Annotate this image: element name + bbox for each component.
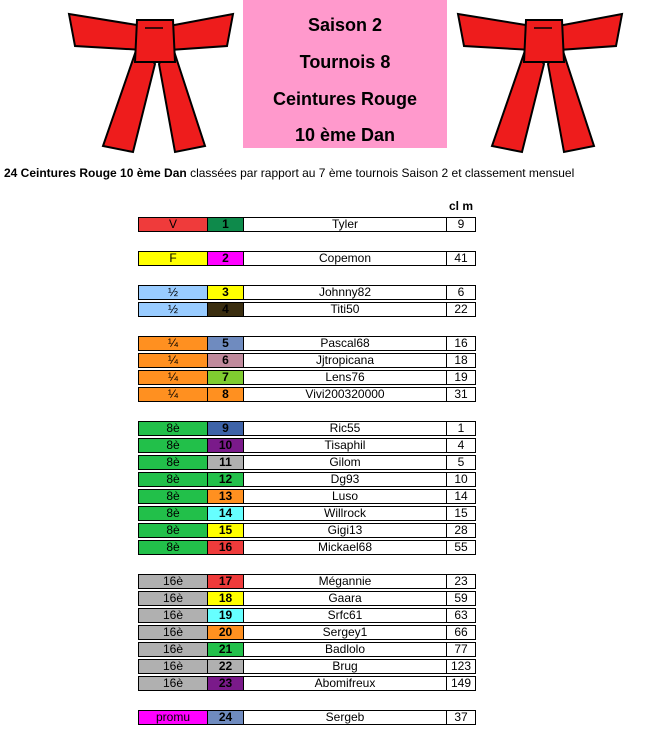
- rank-number: 7: [207, 370, 244, 385]
- rank-number: 18: [207, 591, 244, 606]
- rank-category: ¼: [138, 353, 208, 368]
- monthly-rank: 5: [446, 455, 476, 470]
- rank-category: ½: [138, 302, 208, 317]
- monthly-rank: 4: [446, 438, 476, 453]
- rank-category: ¼: [138, 336, 208, 351]
- rank-category: 8è: [138, 472, 208, 487]
- rank-category: ¼: [138, 387, 208, 402]
- monthly-rank: 41: [446, 251, 476, 266]
- rank-number: 1: [207, 217, 244, 232]
- monthly-rank: 6: [446, 285, 476, 300]
- title-tournament: Tournois 8: [299, 52, 391, 72]
- player-name: Brug: [243, 659, 447, 674]
- player-name: Ric55: [243, 421, 447, 436]
- subtitle: [4, 166, 669, 180]
- rank-number: 15: [207, 523, 244, 538]
- monthly-rank: 23: [446, 574, 476, 589]
- monthly-rank: 55: [446, 540, 476, 555]
- player-name: Copemon: [243, 251, 447, 266]
- monthly-rank: 10: [446, 472, 476, 487]
- monthly-rank: 22: [446, 302, 476, 317]
- monthly-ranking-header: cl m: [448, 199, 473, 213]
- title-box: [243, 0, 447, 148]
- player-name: Tisaphil: [243, 438, 447, 453]
- rank-number: 14: [207, 506, 244, 521]
- rank-number: 2: [207, 251, 244, 266]
- rank-number: 23: [207, 676, 244, 691]
- rank-category: 8è: [138, 489, 208, 504]
- player-name: Gigi13: [243, 523, 447, 538]
- monthly-rank: 77: [446, 642, 476, 657]
- rank-number: 24: [207, 710, 244, 725]
- monthly-rank: 149: [446, 676, 476, 691]
- player-name: Jjtropicana: [243, 353, 447, 368]
- rank-number: 8: [207, 387, 244, 402]
- player-name: Mégannie: [243, 574, 447, 589]
- player-name: Badlolo: [243, 642, 447, 657]
- monthly-rank: 18: [446, 353, 476, 368]
- rank-number: 20: [207, 625, 244, 640]
- monthly-rank: 1: [446, 421, 476, 436]
- title-belt: Ceintures Rouge: [272, 89, 418, 109]
- rank-category: F: [138, 251, 208, 266]
- rank-category: 8è: [138, 523, 208, 538]
- player-name: Pascal68: [243, 336, 447, 351]
- rank-number: 22: [207, 659, 244, 674]
- player-name: Vivi200320000: [243, 387, 447, 402]
- monthly-rank: 31: [446, 387, 476, 402]
- monthly-rank: 9: [446, 217, 476, 232]
- rank-category: 8è: [138, 455, 208, 470]
- rank-number: 10: [207, 438, 244, 453]
- rank-category: 8è: [138, 421, 208, 436]
- red-belt-image-left: [63, 6, 239, 156]
- monthly-rank: 15: [446, 506, 476, 521]
- rank-category: 16è: [138, 642, 208, 657]
- player-name: Titi50: [243, 302, 447, 317]
- rank-category: 16è: [138, 659, 208, 674]
- rank-number: 13: [207, 489, 244, 504]
- monthly-rank: 123: [446, 659, 476, 674]
- rank-category: 8è: [138, 540, 208, 555]
- monthly-rank: 16: [446, 336, 476, 351]
- player-name: Lens76: [243, 370, 447, 385]
- monthly-rank: 14: [446, 489, 476, 504]
- rank-number: 9: [207, 421, 244, 436]
- rank-number: 12: [207, 472, 244, 487]
- subtitle-rest: classées par rapport au 7 ème tournois Saison 2 et classement mensuel: [186, 166, 575, 180]
- monthly-rank: 66: [446, 625, 476, 640]
- player-name: Tyler: [243, 217, 447, 232]
- rank-number: 3: [207, 285, 244, 300]
- player-name: Abomifreux: [243, 676, 447, 691]
- player-name: Luso: [243, 489, 447, 504]
- title-dan: 10 ème Dan: [294, 125, 396, 145]
- player-name: Sergeb: [243, 710, 447, 725]
- rank-category: 16è: [138, 608, 208, 623]
- monthly-rank: 37: [446, 710, 476, 725]
- player-name: Dg93: [243, 472, 447, 487]
- red-belt-image-right: [452, 6, 628, 156]
- rank-category: promu: [138, 710, 208, 725]
- rank-number: 17: [207, 574, 244, 589]
- rank-category: 8è: [138, 438, 208, 453]
- rank-number: 21: [207, 642, 244, 657]
- player-name: Willrock: [243, 506, 447, 521]
- player-name: Srfc61: [243, 608, 447, 623]
- rank-category: ¼: [138, 370, 208, 385]
- monthly-rank: 19: [446, 370, 476, 385]
- rank-category: V: [138, 217, 208, 232]
- monthly-rank: 63: [446, 608, 476, 623]
- rank-number: 4: [207, 302, 244, 317]
- title-season: Saison 2: [307, 15, 383, 35]
- rank-category: 16è: [138, 591, 208, 606]
- rank-category: 8è: [138, 506, 208, 521]
- monthly-rank: 28: [446, 523, 476, 538]
- rank-category: 16è: [138, 625, 208, 640]
- rank-number: 19: [207, 608, 244, 623]
- rank-number: 11: [207, 455, 244, 470]
- player-name: Mickael68: [243, 540, 447, 555]
- subtitle-bold: 24 Ceintures Rouge 10 ème Dan: [4, 166, 187, 180]
- player-name: Gilom: [243, 455, 447, 470]
- rank-category: 16è: [138, 676, 208, 691]
- rank-number: 16: [207, 540, 244, 555]
- player-name: Sergey1: [243, 625, 447, 640]
- rank-number: 6: [207, 353, 244, 368]
- rank-number: 5: [207, 336, 244, 351]
- player-name: Gaara: [243, 591, 447, 606]
- rank-category: ½: [138, 285, 208, 300]
- monthly-rank: 59: [446, 591, 476, 606]
- rank-category: 16è: [138, 574, 208, 589]
- player-name: Johnny82: [243, 285, 447, 300]
